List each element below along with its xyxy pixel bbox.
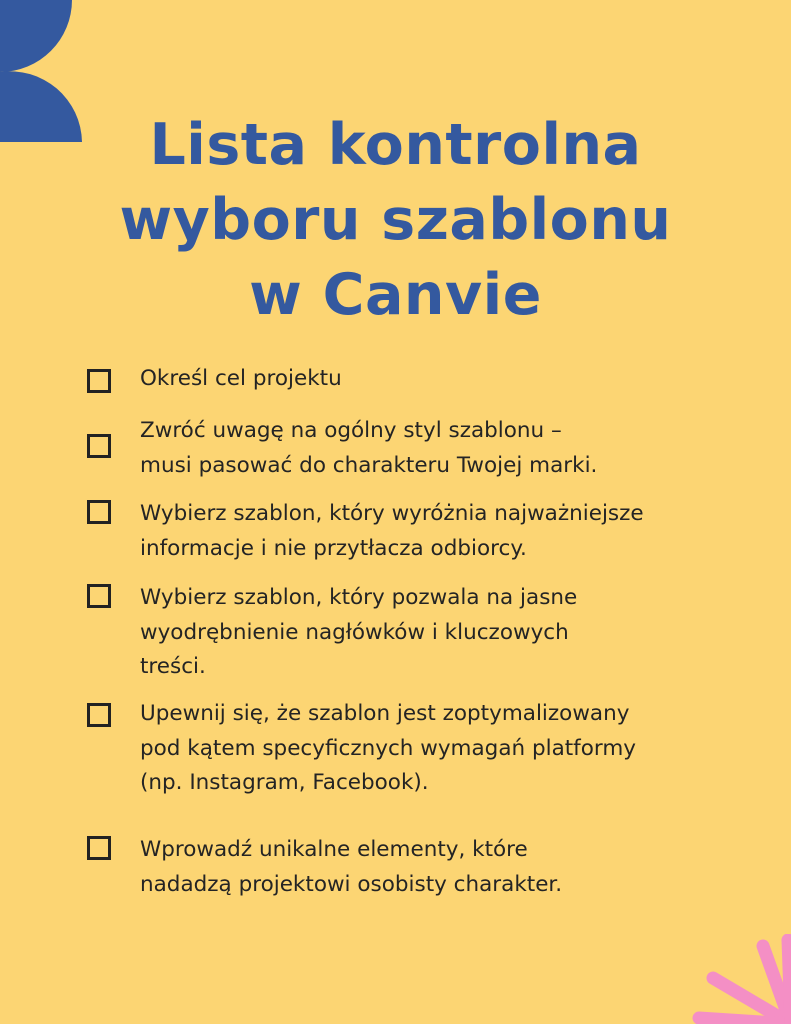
checklist-item-text xyxy=(140,697,770,801)
title-line: w Canvie xyxy=(249,262,542,328)
title-line: Lista kontrolna xyxy=(149,112,642,178)
checklist-item-text xyxy=(140,362,770,397)
checklist-item-line: Upewnij się, że szablon jest zoptymalizowany xyxy=(140,701,630,726)
checklist-item-line: Wybierz szablon, który pozwala na jasne xyxy=(140,585,578,610)
checklist-item-line: treści. xyxy=(140,654,206,679)
checklist-item-text xyxy=(140,581,770,685)
checklist-item-line: Wprowadź unikalne elementy, które xyxy=(140,837,528,862)
checklist-item-line: Zwróć uwagę na ogólny styl szablonu – xyxy=(140,418,562,443)
checklist-item-line: pod kątem specyficznych wymagań platformy xyxy=(140,735,637,761)
checklist-item-line: nadadzą projektowi osobisty charakter. xyxy=(140,871,563,897)
checkbox[interactable] xyxy=(87,836,111,860)
checkbox[interactable] xyxy=(87,369,111,393)
checklist-item-line: informacje i nie przytłacza odbiorcy. xyxy=(140,535,527,561)
checkbox[interactable] xyxy=(87,584,111,608)
title-line: wyboru szablonu xyxy=(119,187,672,253)
checklist-item-line: Określ cel projektu xyxy=(140,366,342,391)
checklist-item-text xyxy=(140,497,770,566)
checkbox[interactable] xyxy=(87,500,111,524)
checklist-item-line: Wybierz szablon, który wyróżnia najważniejsze xyxy=(140,501,644,526)
checkbox[interactable] xyxy=(87,703,111,727)
checklist-item-text xyxy=(140,414,770,483)
checklist-item-line: musi pasować do charakteru Twojej marki. xyxy=(140,452,598,478)
checkbox[interactable] xyxy=(87,434,111,458)
starburst-decoration xyxy=(691,934,791,1024)
checklist-item-line: (np. Instagram, Facebook). xyxy=(140,770,429,795)
checklist-item-line: wyodrębnienie nagłówków i kluczowych xyxy=(140,619,569,645)
checklist-item-text xyxy=(140,833,770,902)
